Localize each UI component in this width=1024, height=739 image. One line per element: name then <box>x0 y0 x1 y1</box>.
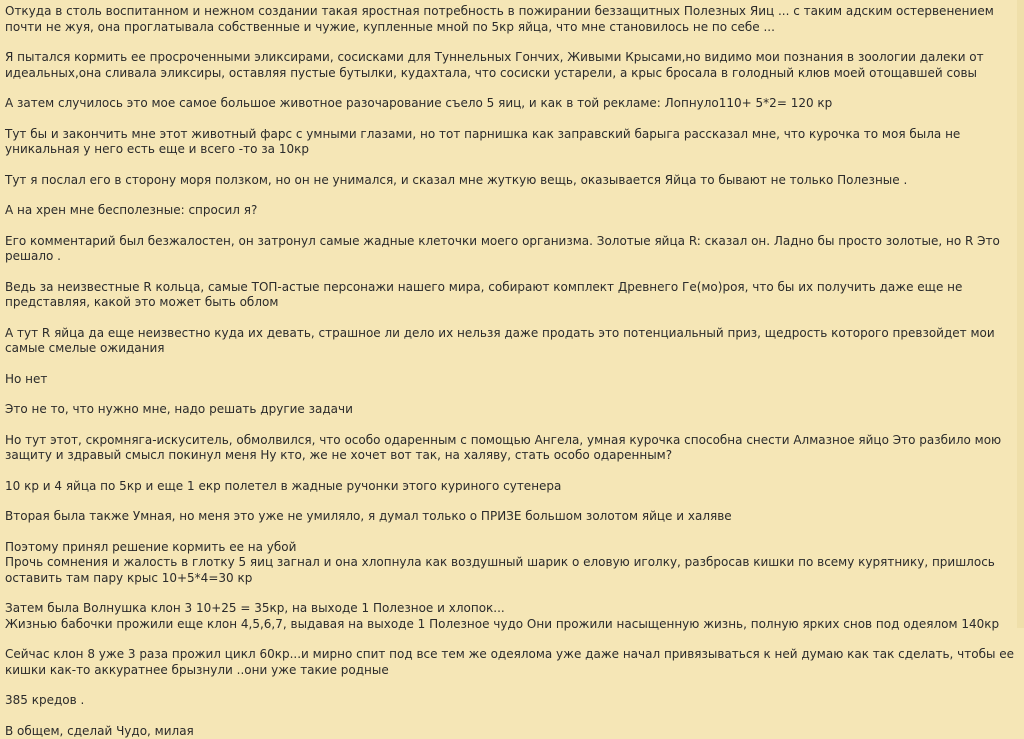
post-paragraph: Тут бы и закончить мне этот животный фарс с умными глазами, но тот парнишка как заправский барыга рассказал мне, что курочка то моя была не уникальная у него есть еще и всего -то за 10кр <box>5 127 1022 158</box>
post-paragraph: Вторая была также Умная, но меня это уже не умиляло, я думал только о ПРИЗЕ большом золотом яйце и халяве <box>5 509 1022 525</box>
post-paragraph: Но нет <box>5 372 1022 388</box>
post-paragraph: Затем была Волнушка клон 3 10+25 = 35кр, на выходе 1 Полезное и хлопок... Жизнью бабочки прожили еще клон 4,5,6,7, выдавая на выходе 1 Полезное чудо Они прожили насыщенную жизнь, полную ярких снов под одеялом 140кр <box>5 601 1022 632</box>
post-paragraph: Я пытался кормить ее просроченными эликсирами, сосисками для Туннельных Гончих, Живыми Крысами,но видимо мои познания в зоологии далеки от идеальных,она сливала эликсиры, оставляя пустые бутылки, кудахтала, что сосиски устарели, а крыс бросала в голодный клюв моей отощавшей совы <box>5 50 1022 81</box>
post-paragraph: Поэтому принял решение кормить ее на убой Прочь сомнения и жалость в глотку 5 яиц загнал и она хлопнула как воздушный шарик о еловую иголку, разбросав кишки по всему курятнику, пришлось оставить там пару крыс 10+5*4=30 кр <box>5 540 1022 587</box>
post-paragraph: А на хрен мне бесполезные: спросил я? <box>5 203 1022 219</box>
post-paragraph: Тут я послал его в сторону моря ползком, но он не унимался, и сказал мне жуткую вещь, оказывается Яйца то бывают не только Полезные . <box>5 173 1022 189</box>
post-paragraph: А тут R яйца да еще неизвестно куда их девать, страшное ли дело их нельзя даже продать это потенциальный приз, щедрость которого превзойдет мои самые смелые ожидания <box>5 326 1022 357</box>
post-paragraph: Это не то, что нужно мне, надо решать другие задачи <box>5 402 1022 418</box>
post-paragraph: Сейчас клон 8 уже 3 раза прожил цикл 60кр...и мирно спит под все тем же одеялома уже даже начал привязываться к ней думаю как так сделать, чтобы ее кишки как-то аккуратнее брызнули ..они уже такие родные <box>5 647 1022 678</box>
post-paragraph: Откуда в столь воспитанном и нежном создании такая яростная потребность в пожирании беззащитных Полезных Яиц ... с таким адским остервенением почти не жуя, она проглатывала собственные и чужие, купленные мной по 5кр яйца, что мне становилось не по себе ... <box>5 4 1022 35</box>
post-paragraph: Его комментарий был безжалостен, он затронул самые жадные клеточки моего организма. Золотые яйца R: сказал он. Ладно бы просто золотые, но R Это решало . <box>5 234 1022 265</box>
post-paragraph: В общем, сделай Чудо, милая <box>5 724 1022 739</box>
post-paragraph: Но тут этот, скромняга-искуситель, обмолвился, что особо одаренным с помощью Ангела, умная курочка способна снести Алмазное яйцо Это разбило мою защиту и здравый смысл покинул меня Ну кто, же не хочет вот так, на халяву, стать особо одаренным? <box>5 433 1022 464</box>
post-paragraph: 385 кредов . <box>5 693 1022 709</box>
post-paragraph: 10 кр и 4 яйца по 5кр и еще 1 екр полетел в жадные ручонки этого куриного сутенера <box>5 479 1022 495</box>
post-paragraph: Ведь за неизвестные R кольца, самые ТОП-астые персонажи нашего мира, собирают комплект Древнего Ге(мо)роя, что бы их получить даже еще не представляя, какой это может быть облом <box>5 280 1022 311</box>
scrollbar[interactable] <box>1017 0 1024 628</box>
post-paragraph: А затем случилось это мое самое большое животное разочарование съело 5 яиц, и как в той рекламе: Лопнуло110+ 5*2= 120 кр <box>5 96 1022 112</box>
